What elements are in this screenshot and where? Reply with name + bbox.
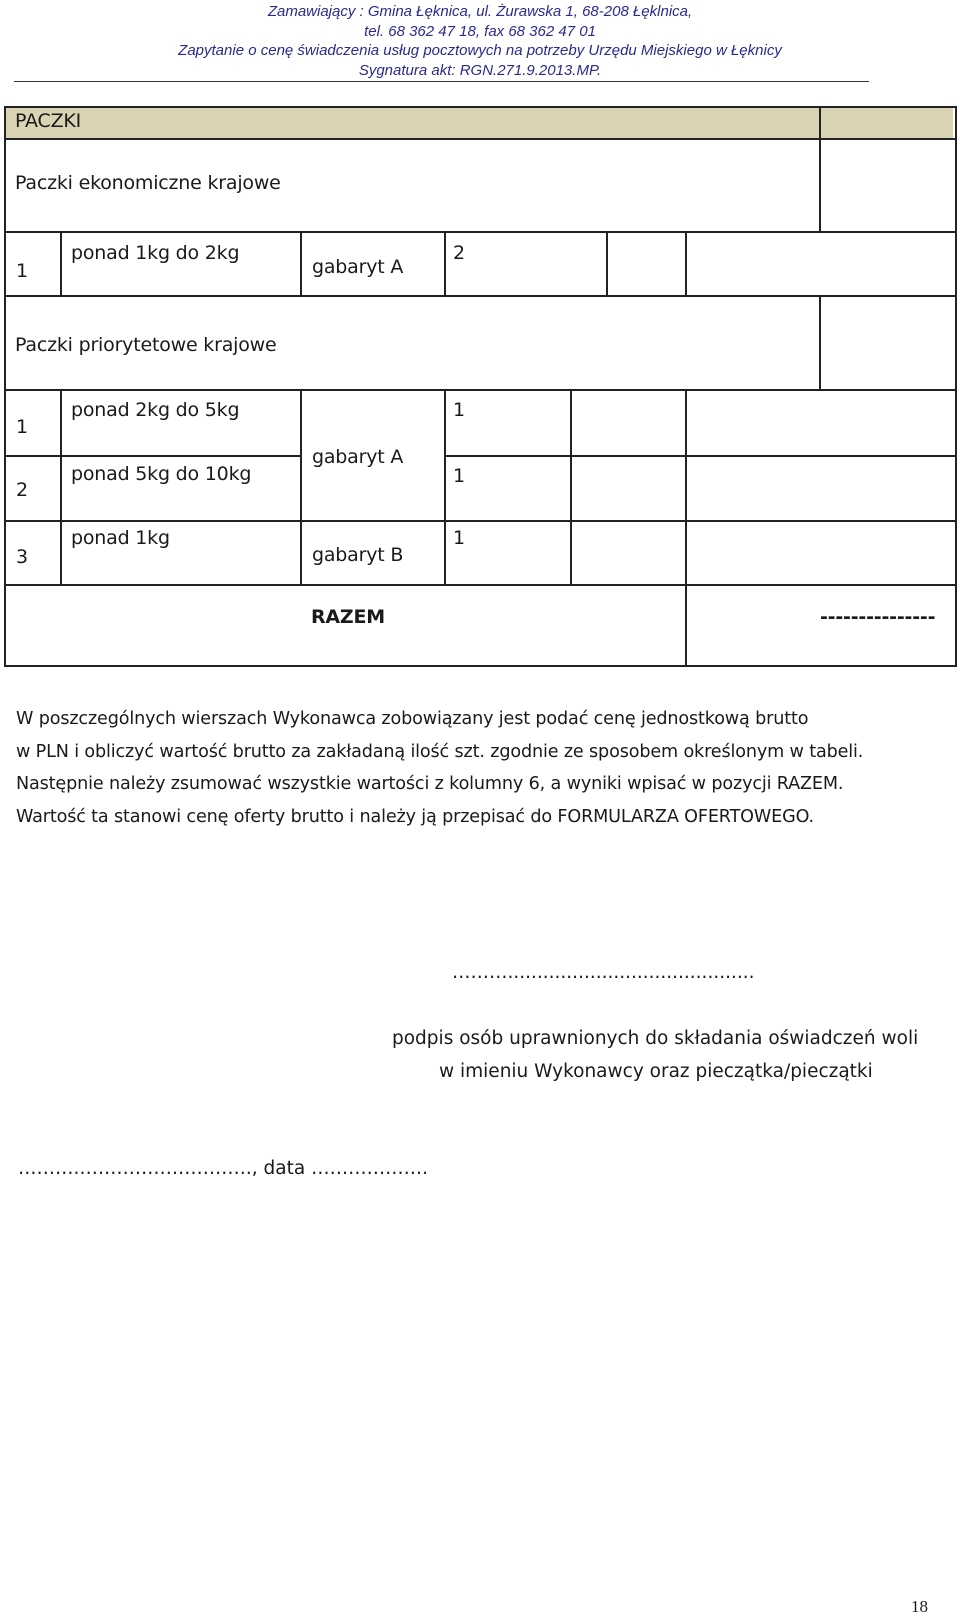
priority-title: Paczki priorytetowe krajowe bbox=[15, 334, 277, 356]
signature-label-line-2: w imieniu Wykonawcy oraz pieczątka/pieczątki bbox=[439, 1061, 873, 1082]
priority-row-1-number: 1 bbox=[16, 416, 28, 438]
table-rule bbox=[444, 389, 446, 585]
priority-size-b: gabaryt B bbox=[312, 544, 404, 566]
table-rule bbox=[4, 520, 957, 522]
economic-row-size: gabaryt A bbox=[312, 256, 404, 278]
table-rule bbox=[4, 106, 6, 667]
table-header-fill bbox=[4, 106, 953, 138]
priority-row-1-qty: 1 bbox=[453, 399, 465, 421]
table-rule bbox=[819, 295, 821, 390]
table-rule bbox=[4, 295, 957, 297]
page-number: 18 bbox=[911, 1597, 928, 1616]
priority-row-3-number: 3 bbox=[16, 546, 28, 568]
table-rule bbox=[4, 389, 957, 391]
parcels-table bbox=[4, 106, 957, 668]
signature-dots: ……….......................................... bbox=[452, 962, 755, 983]
priority-row-3-qty: 1 bbox=[453, 527, 465, 549]
table-rule bbox=[300, 389, 302, 585]
date-line: ……….………………………., data ………………. bbox=[18, 1158, 428, 1179]
table-rule bbox=[444, 231, 446, 296]
table-rule bbox=[60, 231, 62, 296]
priority-size-a: gabaryt A bbox=[312, 446, 404, 468]
total-label: RAZEM bbox=[311, 606, 385, 628]
table-rule bbox=[4, 138, 957, 140]
header-line-4: Sygnatura akt: RGN.271.9.2013.MP. bbox=[358, 61, 602, 79]
table-rule bbox=[819, 106, 821, 232]
table-rule bbox=[4, 584, 957, 586]
priority-row-1-weight: ponad 2kg do 5kg bbox=[71, 399, 240, 421]
table-rule bbox=[570, 389, 572, 585]
table-rule bbox=[685, 389, 687, 585]
table-rule bbox=[606, 231, 608, 296]
instructions-line: W poszczególnych wierszach Wykonawca zobowiązany jest podać cenę jednostkową brutto bbox=[16, 709, 809, 729]
header-line-3: Zapytanie o cenę świadczenia usług pocztowych na potrzeby Urzędu Miejskiego w Łęknicy bbox=[178, 42, 782, 59]
header-line-1: Zamawiający : Gmina Łęknica, ul. Żurawska 1, 68-208 Łęklnica, bbox=[267, 3, 693, 20]
priority-row-2-number: 2 bbox=[16, 479, 28, 501]
section-title: PACZKI bbox=[15, 110, 82, 132]
economic-row-number: 1 bbox=[16, 260, 28, 282]
instructions-line: w PLN i obliczyć wartość brutto za zakładaną ilość szt. zgodnie ze sposobem określonym w tabeli. bbox=[16, 741, 864, 762]
priority-row-2-qty: 1 bbox=[453, 465, 465, 487]
header-line-2: tel. 68 362 47 18, fax 68 362 47 01 bbox=[364, 22, 596, 40]
table-rule bbox=[4, 106, 957, 108]
priority-row-2-weight: ponad 5kg do 10kg bbox=[71, 463, 252, 485]
priority-row-3-weight: ponad 1kg bbox=[71, 527, 170, 549]
document-header bbox=[0, 2, 960, 80]
signature-label-line-1: podpis osób uprawnionych do składania oświadczeń woli bbox=[392, 1028, 919, 1049]
table-rule bbox=[4, 665, 957, 667]
instructions-line: Następnie należy zsumować wszystkie wartości z kolumny 6, a wyniki wpisać w pozycji RAZEM. bbox=[16, 774, 844, 794]
economic-title: Paczki ekonomiczne krajowe bbox=[15, 172, 281, 194]
table-rule bbox=[685, 584, 687, 667]
header-divider bbox=[14, 81, 869, 82]
instructions-line: Wartość ta stanowi cenę oferty brutto i należy ją przepisać do FORMULARZA OFERTOWEGO. bbox=[16, 806, 814, 827]
table-rule bbox=[955, 106, 957, 667]
economic-row-qty: 2 bbox=[453, 242, 465, 264]
table-rule bbox=[300, 231, 302, 296]
instructions bbox=[16, 703, 946, 833]
table-rule bbox=[444, 455, 957, 457]
total-value: --------------- bbox=[820, 606, 936, 628]
table-rule bbox=[4, 455, 300, 457]
table-rule bbox=[685, 231, 687, 296]
economic-row-weight: ponad 1kg do 2kg bbox=[71, 242, 240, 264]
table-rule bbox=[4, 231, 957, 233]
table-rule bbox=[60, 389, 62, 585]
